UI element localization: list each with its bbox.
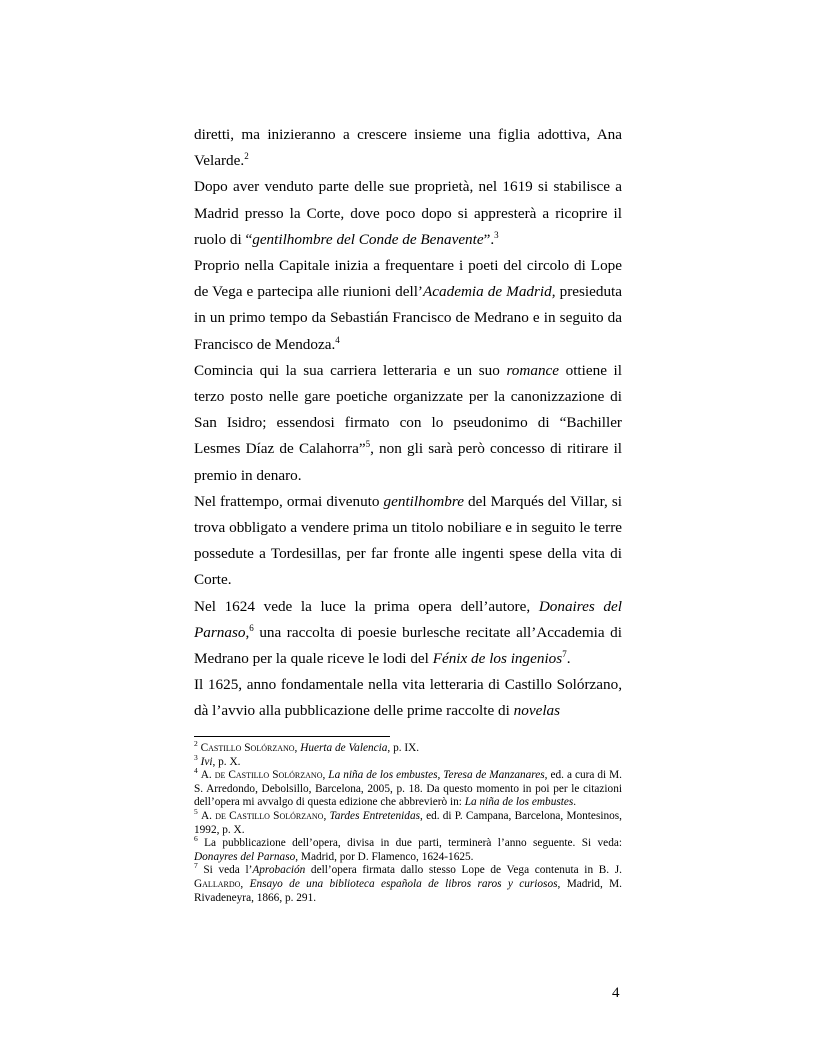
italic-run: La niña de los embustes (464, 796, 574, 809)
text-run: . (573, 796, 577, 809)
footnote-number: 2 (194, 739, 198, 749)
footnote-ref: 4 (335, 334, 340, 345)
footnote-number: 6 (194, 834, 198, 844)
paragraph (194, 174, 622, 253)
text-run: , p. X. (212, 755, 241, 768)
text-run: , (323, 809, 330, 822)
text-run: , (294, 742, 301, 754)
footnote-ref: 7 (562, 649, 567, 659)
italic-run: Aprobación (252, 864, 306, 877)
italic-run: La niña de los embustes, Teresa de Manzanares (328, 769, 545, 782)
text-run: , p. IX. (387, 742, 420, 754)
text-run: Dopo aver venduto parte delle sue proprietà, nel 1619 si stabilisce a Madrid presso la Corte, dove poco dopo si appresterà a ricoprire il ruolo di “ (194, 178, 622, 248)
paragraph (194, 253, 622, 358)
text-run: ”. (483, 230, 495, 248)
paragraph (194, 672, 622, 724)
italic-run: Academia de Madrid (423, 283, 552, 301)
author-name: Gallardo (194, 877, 241, 890)
italic-run: Huerta de Valencia (300, 742, 388, 754)
footnote (194, 861, 622, 905)
text-run: Si veda l’ (197, 864, 253, 877)
footnote-number: 4 (194, 766, 198, 776)
footnote (194, 834, 622, 864)
footnote-ref: 3 (494, 229, 499, 240)
text-run: , (322, 769, 329, 782)
paragraph (194, 122, 622, 174)
paragraph (194, 594, 622, 673)
text-run: Proprio nella Capitale inizia a frequentare i poeti del circolo di Lope de Vega e partecipa alle riunioni dell’ (194, 257, 622, 301)
text-run: una raccolta di poesie burlesche recitate all’Accademia di Medrano per la quale riceve le lodi del (194, 623, 622, 668)
text-run: . (566, 650, 571, 668)
footnote (194, 739, 622, 756)
italic-run: Donaires del Parnaso (194, 597, 622, 641)
italic-run: Tardes Entretenidas (329, 809, 421, 822)
text-run: diretti, ma inizieranno a crescere insieme una figlia adottiva, Ana Velarde. (194, 126, 622, 170)
author-name: Castillo Solórzano (200, 742, 295, 754)
italic-run: romance (506, 361, 560, 379)
text-run: Comincia qui la sua carriera letteraria e un suo (194, 361, 507, 379)
text-run: Il 1625, anno fondamentale nella vita letteraria di Castillo Solórzano, dà l’avvio alla pubblicazione delle prime raccolte di (194, 676, 622, 720)
italic-run: novelas (513, 702, 561, 720)
author-name: A. de Castillo Solórzano (200, 809, 324, 822)
footnote-separator (194, 736, 390, 737)
italic-run: Ivi (200, 755, 213, 768)
text-run: , Madrid, por D. Flamenco, 1624-1625. (295, 850, 474, 863)
footnote-ref: 6 (249, 622, 254, 633)
body-text (194, 122, 622, 725)
text-run: , ed. di P. Campana, Barcelona, Montesinos, 1992, p. X. (194, 809, 622, 836)
footnote-ref: 5 (365, 439, 371, 450)
text-run: dell’opera firmata dallo stesso Lope de Vega contenuta in B. J. (305, 864, 622, 877)
italic-run: Donayres del Parnaso (194, 850, 296, 863)
footnote-number: 7 (194, 861, 198, 871)
text-run: , non gli sarà però concesso di ritirare il premio in denaro. (194, 440, 623, 484)
text-run: Nel 1624 vede la luce la prima opera dell’autore, (194, 597, 539, 615)
text-run: Nel frattempo, ormai divenuto (194, 492, 384, 510)
author-name: A. de Castillo Solórzano (200, 769, 323, 782)
text-run: La pubblicazione dell’opera, divisa in due parti, terminerà l’anno seguente. Si veda: (197, 837, 622, 850)
text-run: , Madrid, M. Rivadeneyra, 1866, p. 291. (194, 877, 622, 904)
text-run: del Marqués del Villar, si trova obbligato a vendere prima un titolo nobiliare e in seguito le terre possedute a Tordesillas, per far fronte alle ingenti spese della vita di Corte. (194, 492, 623, 589)
text-run: , (240, 877, 250, 890)
paragraph (194, 489, 622, 594)
text-run: ottiene il terzo posto nelle gare poetiche organizzate per la canonizzazione di San Isidro; essendosi firmato con lo pseudonimo di “Bachiller Lesmes Díaz de Calahorra” (194, 361, 622, 458)
footnote-number: 3 (194, 752, 198, 762)
text-run: , (245, 623, 250, 641)
italic-run: Ensayo de una biblioteca española de libros raros y curiosos (249, 877, 558, 890)
page-number: 4 (612, 985, 620, 1001)
text-run: , presieduta in un primo tempo da Sebastián Francisco de Medrano e in seguito da Francisco de Mendoza. (194, 283, 623, 353)
italic-run: gentilhombre del Conde de Benavente (252, 230, 484, 248)
text-run: , ed. a cura di M. S. Arredondo, Debolsillo, Barcelona, 2005, p. 18. Da questo momento in poi per le citazioni dell’opera mi avvalgo di questa edizione che abbrevierò in: (194, 769, 623, 809)
paragraph (194, 358, 622, 489)
footnote-ref: 2 (244, 151, 249, 162)
italic-run: gentilhombre (383, 492, 464, 510)
footnote (194, 807, 622, 837)
footnote-number: 5 (194, 807, 198, 817)
footnote (194, 766, 623, 810)
footnotes (194, 739, 623, 905)
footnote (194, 752, 622, 770)
italic-run: Fénix de los ingenios (432, 650, 563, 668)
